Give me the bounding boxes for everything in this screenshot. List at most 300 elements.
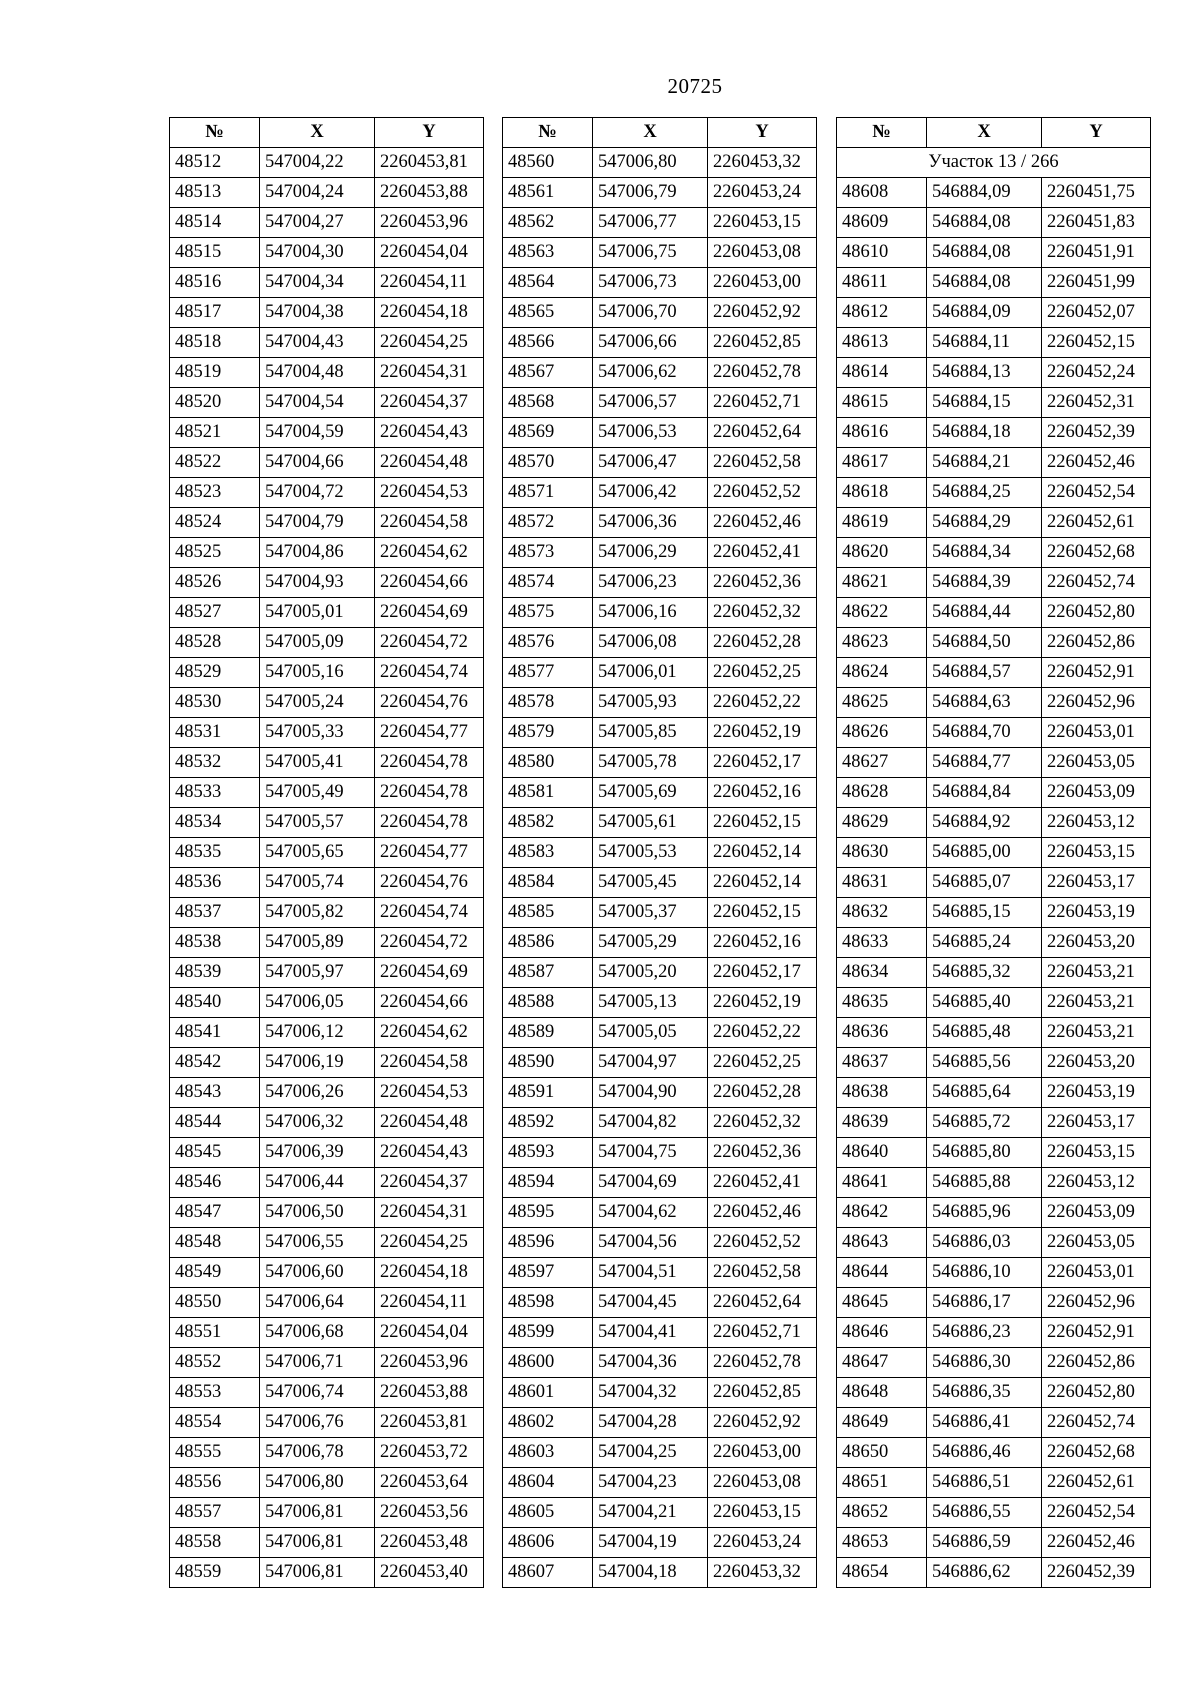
point-number-cell: 48572 bbox=[503, 508, 593, 538]
point-number-cell: 48542 bbox=[170, 1048, 260, 1078]
table-row bbox=[837, 298, 1151, 328]
y-coordinate-cell: 2260454,53 bbox=[375, 1078, 484, 1108]
x-coordinate-cell: 547006,39 bbox=[260, 1138, 375, 1168]
point-number-cell: 48641 bbox=[837, 1168, 927, 1198]
y-coordinate-cell: 2260452,36 bbox=[708, 568, 817, 598]
point-number-cell: 48633 bbox=[837, 928, 927, 958]
table-row bbox=[837, 1468, 1151, 1498]
table-row bbox=[503, 1468, 817, 1498]
point-number-cell: 48596 bbox=[503, 1228, 593, 1258]
table-row bbox=[503, 1138, 817, 1168]
x-coordinate-cell: 546885,40 bbox=[927, 988, 1042, 1018]
point-number-cell: 48574 bbox=[503, 568, 593, 598]
x-coordinate-cell: 547006,77 bbox=[593, 208, 708, 238]
table-row bbox=[170, 238, 484, 268]
point-number-cell: 48645 bbox=[837, 1288, 927, 1318]
y-coordinate-cell: 2260452,24 bbox=[1042, 358, 1151, 388]
y-coordinate-cell: 2260453,81 bbox=[375, 148, 484, 178]
y-coordinate-cell: 2260454,66 bbox=[375, 568, 484, 598]
table-row bbox=[503, 358, 817, 388]
point-number-cell: 48579 bbox=[503, 718, 593, 748]
x-coordinate-cell: 547004,66 bbox=[260, 448, 375, 478]
x-coordinate-cell: 547006,50 bbox=[260, 1198, 375, 1228]
y-coordinate-cell: 2260453,48 bbox=[375, 1528, 484, 1558]
point-number-cell: 48516 bbox=[170, 268, 260, 298]
x-coordinate-cell: 546884,34 bbox=[927, 538, 1042, 568]
y-coordinate-cell: 2260451,99 bbox=[1042, 268, 1151, 298]
y-coordinate-cell: 2260454,48 bbox=[375, 448, 484, 478]
x-coordinate-cell: 546884,92 bbox=[927, 808, 1042, 838]
table-row bbox=[503, 1048, 817, 1078]
table-row bbox=[503, 1348, 817, 1378]
y-coordinate-cell: 2260454,18 bbox=[375, 298, 484, 328]
table-row bbox=[170, 958, 484, 988]
x-coordinate-cell: 547005,53 bbox=[593, 838, 708, 868]
x-coordinate-cell: 547006,81 bbox=[260, 1528, 375, 1558]
x-coordinate-cell: 547004,51 bbox=[593, 1258, 708, 1288]
x-coordinate-cell: 547005,37 bbox=[593, 898, 708, 928]
x-coordinate-cell: 546885,15 bbox=[927, 898, 1042, 928]
point-number-cell: 48649 bbox=[837, 1408, 927, 1438]
y-coordinate-cell: 2260452,36 bbox=[708, 1138, 817, 1168]
coordinate-table-1 bbox=[169, 117, 484, 1588]
table-row bbox=[837, 1498, 1151, 1528]
header-row bbox=[837, 118, 1151, 148]
x-coordinate-cell: 547004,45 bbox=[593, 1288, 708, 1318]
x-coordinate-cell: 547004,48 bbox=[260, 358, 375, 388]
point-number-cell: 48520 bbox=[170, 388, 260, 418]
table-row bbox=[837, 1078, 1151, 1108]
point-number-cell: 48567 bbox=[503, 358, 593, 388]
x-coordinate-cell: 547006,75 bbox=[593, 238, 708, 268]
x-coordinate-cell: 547004,28 bbox=[593, 1408, 708, 1438]
y-coordinate-cell: 2260454,31 bbox=[375, 358, 484, 388]
point-number-cell: 48624 bbox=[837, 658, 927, 688]
point-number-cell: 48559 bbox=[170, 1558, 260, 1588]
table-row bbox=[170, 1168, 484, 1198]
y-coordinate-cell: 2260452,61 bbox=[1042, 1468, 1151, 1498]
table-row bbox=[170, 1198, 484, 1228]
point-number-cell: 48549 bbox=[170, 1258, 260, 1288]
y-coordinate-cell: 2260452,32 bbox=[708, 1108, 817, 1138]
x-coordinate-cell: 547006,71 bbox=[260, 1348, 375, 1378]
point-number-cell: 48602 bbox=[503, 1408, 593, 1438]
x-coordinate-cell: 547004,19 bbox=[593, 1528, 708, 1558]
x-coordinate-cell: 546886,55 bbox=[927, 1498, 1042, 1528]
x-coordinate-cell: 546884,21 bbox=[927, 448, 1042, 478]
x-coordinate-cell: 547004,43 bbox=[260, 328, 375, 358]
y-coordinate-cell: 2260452,25 bbox=[708, 1048, 817, 1078]
table-row bbox=[170, 778, 484, 808]
point-number-cell: 48608 bbox=[837, 178, 927, 208]
point-number-cell: 48534 bbox=[170, 808, 260, 838]
table-row bbox=[170, 1408, 484, 1438]
column-header-y-coordinate: Y bbox=[708, 118, 817, 148]
point-number-cell: 48568 bbox=[503, 388, 593, 418]
x-coordinate-cell: 546885,48 bbox=[927, 1018, 1042, 1048]
table-row bbox=[170, 1258, 484, 1288]
table-row bbox=[837, 868, 1151, 898]
y-coordinate-cell: 2260453,15 bbox=[708, 1498, 817, 1528]
table-row bbox=[837, 658, 1151, 688]
x-coordinate-cell: 546885,32 bbox=[927, 958, 1042, 988]
table-row bbox=[503, 1378, 817, 1408]
y-coordinate-cell: 2260452,52 bbox=[708, 1228, 817, 1258]
point-number-cell: 48639 bbox=[837, 1108, 927, 1138]
point-number-cell: 48564 bbox=[503, 268, 593, 298]
table-row bbox=[837, 238, 1151, 268]
y-coordinate-cell: 2260454,72 bbox=[375, 928, 484, 958]
header-row bbox=[170, 118, 484, 148]
point-number-cell: 48575 bbox=[503, 598, 593, 628]
x-coordinate-cell: 547006,57 bbox=[593, 388, 708, 418]
y-coordinate-cell: 2260452,54 bbox=[1042, 478, 1151, 508]
point-number-cell: 48544 bbox=[170, 1108, 260, 1138]
x-coordinate-cell: 547004,22 bbox=[260, 148, 375, 178]
x-coordinate-cell: 547005,01 bbox=[260, 598, 375, 628]
table-row bbox=[170, 328, 484, 358]
y-coordinate-cell: 2260452,17 bbox=[708, 748, 817, 778]
point-number-cell: 48552 bbox=[170, 1348, 260, 1378]
y-coordinate-cell: 2260454,43 bbox=[375, 1138, 484, 1168]
y-coordinate-cell: 2260453,81 bbox=[375, 1408, 484, 1438]
x-coordinate-cell: 547004,93 bbox=[260, 568, 375, 598]
table-row bbox=[837, 1258, 1151, 1288]
x-coordinate-cell: 547006,81 bbox=[260, 1558, 375, 1588]
point-number-cell: 48569 bbox=[503, 418, 593, 448]
table-row bbox=[170, 1348, 484, 1378]
table-row bbox=[170, 658, 484, 688]
y-coordinate-cell: 2260453,64 bbox=[375, 1468, 484, 1498]
point-number-cell: 48589 bbox=[503, 1018, 593, 1048]
y-coordinate-cell: 2260454,11 bbox=[375, 1288, 484, 1318]
x-coordinate-cell: 547005,49 bbox=[260, 778, 375, 808]
table-row bbox=[170, 1018, 484, 1048]
table-row bbox=[837, 388, 1151, 418]
y-coordinate-cell: 2260452,71 bbox=[708, 388, 817, 418]
x-coordinate-cell: 547006,64 bbox=[260, 1288, 375, 1318]
table-row bbox=[170, 1498, 484, 1528]
point-number-cell: 48546 bbox=[170, 1168, 260, 1198]
x-coordinate-cell: 547006,26 bbox=[260, 1078, 375, 1108]
x-coordinate-cell: 547005,69 bbox=[593, 778, 708, 808]
y-coordinate-cell: 2260453,88 bbox=[375, 1378, 484, 1408]
x-coordinate-cell: 547004,34 bbox=[260, 268, 375, 298]
x-coordinate-cell: 546884,44 bbox=[927, 598, 1042, 628]
point-number-cell: 48591 bbox=[503, 1078, 593, 1108]
coordinate-table-3 bbox=[836, 117, 1151, 1588]
table-row bbox=[503, 988, 817, 1018]
x-coordinate-cell: 547006,79 bbox=[593, 178, 708, 208]
y-coordinate-cell: 2260452,46 bbox=[708, 508, 817, 538]
y-coordinate-cell: 2260452,46 bbox=[708, 1198, 817, 1228]
point-number-cell: 48587 bbox=[503, 958, 593, 988]
x-coordinate-cell: 547005,74 bbox=[260, 868, 375, 898]
x-coordinate-cell: 547006,16 bbox=[593, 598, 708, 628]
x-coordinate-cell: 547004,62 bbox=[593, 1198, 708, 1228]
x-coordinate-cell: 546885,88 bbox=[927, 1168, 1042, 1198]
y-coordinate-cell: 2260452,14 bbox=[708, 868, 817, 898]
table-row bbox=[503, 1288, 817, 1318]
y-coordinate-cell: 2260452,61 bbox=[1042, 508, 1151, 538]
y-coordinate-cell: 2260453,24 bbox=[708, 178, 817, 208]
table-row bbox=[837, 358, 1151, 388]
table-row bbox=[837, 778, 1151, 808]
table-row bbox=[837, 718, 1151, 748]
column-header-y-coordinate: Y bbox=[1042, 118, 1151, 148]
y-coordinate-cell: 2260452,58 bbox=[708, 1258, 817, 1288]
x-coordinate-cell: 546886,17 bbox=[927, 1288, 1042, 1318]
x-coordinate-cell: 547006,78 bbox=[260, 1438, 375, 1468]
y-coordinate-cell: 2260454,72 bbox=[375, 628, 484, 658]
y-coordinate-cell: 2260452,78 bbox=[708, 1348, 817, 1378]
point-number-cell: 48603 bbox=[503, 1438, 593, 1468]
x-coordinate-cell: 547004,30 bbox=[260, 238, 375, 268]
x-coordinate-cell: 546885,00 bbox=[927, 838, 1042, 868]
x-coordinate-cell: 547004,97 bbox=[593, 1048, 708, 1078]
y-coordinate-cell: 2260452,39 bbox=[1042, 1558, 1151, 1588]
x-coordinate-cell: 547006,08 bbox=[593, 628, 708, 658]
table-row bbox=[170, 478, 484, 508]
x-coordinate-cell: 547004,54 bbox=[260, 388, 375, 418]
x-coordinate-cell: 547005,41 bbox=[260, 748, 375, 778]
x-coordinate-cell: 547006,29 bbox=[593, 538, 708, 568]
x-coordinate-cell: 546884,57 bbox=[927, 658, 1042, 688]
y-coordinate-cell: 2260454,37 bbox=[375, 388, 484, 418]
table-row bbox=[170, 1558, 484, 1588]
x-coordinate-cell: 546884,25 bbox=[927, 478, 1042, 508]
y-coordinate-cell: 2260452,91 bbox=[1042, 658, 1151, 688]
y-coordinate-cell: 2260453,12 bbox=[1042, 808, 1151, 838]
point-number-cell: 48538 bbox=[170, 928, 260, 958]
table-row bbox=[170, 1438, 484, 1468]
table-row bbox=[503, 1498, 817, 1528]
x-coordinate-cell: 547006,68 bbox=[260, 1318, 375, 1348]
y-coordinate-cell: 2260452,80 bbox=[1042, 1378, 1151, 1408]
point-number-cell: 48539 bbox=[170, 958, 260, 988]
x-coordinate-cell: 547006,74 bbox=[260, 1378, 375, 1408]
point-number-cell: 48545 bbox=[170, 1138, 260, 1168]
point-number-cell: 48643 bbox=[837, 1228, 927, 1258]
y-coordinate-cell: 2260454,78 bbox=[375, 808, 484, 838]
table-row bbox=[837, 448, 1151, 478]
point-number-cell: 48580 bbox=[503, 748, 593, 778]
point-number-cell: 48594 bbox=[503, 1168, 593, 1198]
y-coordinate-cell: 2260454,77 bbox=[375, 838, 484, 868]
x-coordinate-cell: 547006,60 bbox=[260, 1258, 375, 1288]
table-row bbox=[170, 1378, 484, 1408]
table-row bbox=[837, 1528, 1151, 1558]
point-number-cell: 48617 bbox=[837, 448, 927, 478]
y-coordinate-cell: 2260452,14 bbox=[708, 838, 817, 868]
table-row bbox=[170, 1228, 484, 1258]
point-number-cell: 48592 bbox=[503, 1108, 593, 1138]
table-row bbox=[503, 148, 817, 178]
y-coordinate-cell: 2260454,66 bbox=[375, 988, 484, 1018]
point-number-cell: 48551 bbox=[170, 1318, 260, 1348]
point-number-cell: 48561 bbox=[503, 178, 593, 208]
table-row bbox=[503, 868, 817, 898]
y-coordinate-cell: 2260453,96 bbox=[375, 208, 484, 238]
x-coordinate-cell: 547006,47 bbox=[593, 448, 708, 478]
table-row bbox=[837, 1108, 1151, 1138]
point-number-cell: 48519 bbox=[170, 358, 260, 388]
table-row bbox=[170, 388, 484, 418]
table-row bbox=[837, 838, 1151, 868]
x-coordinate-cell: 547006,81 bbox=[260, 1498, 375, 1528]
y-coordinate-cell: 2260453,15 bbox=[708, 208, 817, 238]
point-number-cell: 48621 bbox=[837, 568, 927, 598]
x-coordinate-cell: 546886,30 bbox=[927, 1348, 1042, 1378]
table-row bbox=[837, 178, 1151, 208]
x-coordinate-cell: 546885,96 bbox=[927, 1198, 1042, 1228]
y-coordinate-cell: 2260452,41 bbox=[708, 538, 817, 568]
x-coordinate-cell: 546884,08 bbox=[927, 268, 1042, 298]
table-row bbox=[170, 1048, 484, 1078]
y-coordinate-cell: 2260454,53 bbox=[375, 478, 484, 508]
y-coordinate-cell: 2260452,96 bbox=[1042, 688, 1151, 718]
point-number-cell: 48595 bbox=[503, 1198, 593, 1228]
x-coordinate-cell: 546886,41 bbox=[927, 1408, 1042, 1438]
point-number-cell: 48541 bbox=[170, 1018, 260, 1048]
x-coordinate-cell: 547006,19 bbox=[260, 1048, 375, 1078]
table-row bbox=[170, 1318, 484, 1348]
y-coordinate-cell: 2260454,76 bbox=[375, 688, 484, 718]
x-coordinate-cell: 547004,41 bbox=[593, 1318, 708, 1348]
y-coordinate-cell: 2260452,80 bbox=[1042, 598, 1151, 628]
y-coordinate-cell: 2260453,00 bbox=[708, 1438, 817, 1468]
y-coordinate-cell: 2260453,32 bbox=[708, 1558, 817, 1588]
x-coordinate-cell: 547005,78 bbox=[593, 748, 708, 778]
table-row bbox=[503, 1198, 817, 1228]
y-coordinate-cell: 2260453,20 bbox=[1042, 1048, 1151, 1078]
y-coordinate-cell: 2260452,71 bbox=[708, 1318, 817, 1348]
table-row bbox=[170, 838, 484, 868]
y-coordinate-cell: 2260451,83 bbox=[1042, 208, 1151, 238]
x-coordinate-cell: 546885,64 bbox=[927, 1078, 1042, 1108]
table-row bbox=[170, 808, 484, 838]
y-coordinate-cell: 2260452,74 bbox=[1042, 1408, 1151, 1438]
table-row bbox=[503, 1108, 817, 1138]
header-row bbox=[503, 118, 817, 148]
y-coordinate-cell: 2260453,05 bbox=[1042, 1228, 1151, 1258]
table-row bbox=[837, 1048, 1151, 1078]
point-number-cell: 48637 bbox=[837, 1048, 927, 1078]
point-number-cell: 48588 bbox=[503, 988, 593, 1018]
table-row bbox=[837, 628, 1151, 658]
column-header-x-coordinate: X bbox=[260, 118, 375, 148]
point-number-cell: 48607 bbox=[503, 1558, 593, 1588]
y-coordinate-cell: 2260453,12 bbox=[1042, 1168, 1151, 1198]
x-coordinate-cell: 547006,05 bbox=[260, 988, 375, 1018]
page-number: 20725 bbox=[667, 74, 723, 98]
table-row bbox=[837, 508, 1151, 538]
table-row bbox=[503, 1318, 817, 1348]
x-coordinate-cell: 547005,05 bbox=[593, 1018, 708, 1048]
point-number-cell: 48556 bbox=[170, 1468, 260, 1498]
table-row bbox=[503, 1168, 817, 1198]
point-number-cell: 48550 bbox=[170, 1288, 260, 1318]
x-coordinate-cell: 546885,72 bbox=[927, 1108, 1042, 1138]
point-number-cell: 48537 bbox=[170, 898, 260, 928]
y-coordinate-cell: 2260453,01 bbox=[1042, 1258, 1151, 1288]
x-coordinate-cell: 546884,08 bbox=[927, 238, 1042, 268]
y-coordinate-cell: 2260452,91 bbox=[1042, 1318, 1151, 1348]
point-number-cell: 48611 bbox=[837, 268, 927, 298]
table-row bbox=[170, 448, 484, 478]
table-row bbox=[837, 1288, 1151, 1318]
point-number-cell: 48527 bbox=[170, 598, 260, 628]
table-row bbox=[170, 178, 484, 208]
point-number-cell: 48653 bbox=[837, 1528, 927, 1558]
y-coordinate-cell: 2260453,72 bbox=[375, 1438, 484, 1468]
table-row bbox=[503, 1438, 817, 1468]
table-row bbox=[837, 1198, 1151, 1228]
x-coordinate-cell: 547006,55 bbox=[260, 1228, 375, 1258]
point-number-cell: 48581 bbox=[503, 778, 593, 808]
point-number-cell: 48631 bbox=[837, 868, 927, 898]
y-coordinate-cell: 2260452,22 bbox=[708, 688, 817, 718]
point-number-cell: 48536 bbox=[170, 868, 260, 898]
point-number-cell: 48543 bbox=[170, 1078, 260, 1108]
table-row bbox=[837, 1408, 1151, 1438]
point-number-cell: 48570 bbox=[503, 448, 593, 478]
point-number-cell: 48604 bbox=[503, 1468, 593, 1498]
x-coordinate-cell: 547005,13 bbox=[593, 988, 708, 1018]
point-number-cell: 48554 bbox=[170, 1408, 260, 1438]
table-row bbox=[170, 988, 484, 1018]
point-number-cell: 48525 bbox=[170, 538, 260, 568]
table-row bbox=[503, 688, 817, 718]
y-coordinate-cell: 2260452,52 bbox=[708, 478, 817, 508]
point-number-cell: 48560 bbox=[503, 148, 593, 178]
point-number-cell: 48566 bbox=[503, 328, 593, 358]
point-number-cell: 48535 bbox=[170, 838, 260, 868]
y-coordinate-cell: 2260454,76 bbox=[375, 868, 484, 898]
table-row bbox=[503, 208, 817, 238]
x-coordinate-cell: 547006,12 bbox=[260, 1018, 375, 1048]
table-row bbox=[503, 808, 817, 838]
y-coordinate-cell: 2260454,37 bbox=[375, 1168, 484, 1198]
y-coordinate-cell: 2260452,32 bbox=[708, 598, 817, 628]
x-coordinate-cell: 547004,56 bbox=[593, 1228, 708, 1258]
table-row bbox=[837, 1228, 1151, 1258]
table-row bbox=[503, 568, 817, 598]
table-row bbox=[170, 598, 484, 628]
x-coordinate-cell: 547006,44 bbox=[260, 1168, 375, 1198]
point-number-cell: 48582 bbox=[503, 808, 593, 838]
table-row bbox=[170, 1528, 484, 1558]
point-number-cell: 48625 bbox=[837, 688, 927, 718]
x-coordinate-cell: 546884,08 bbox=[927, 208, 1042, 238]
point-number-cell: 48638 bbox=[837, 1078, 927, 1108]
point-number-cell: 48623 bbox=[837, 628, 927, 658]
table-row bbox=[837, 268, 1151, 298]
y-coordinate-cell: 2260454,78 bbox=[375, 778, 484, 808]
y-coordinate-cell: 2260452,25 bbox=[708, 658, 817, 688]
y-coordinate-cell: 2260454,18 bbox=[375, 1258, 484, 1288]
y-coordinate-cell: 2260453,05 bbox=[1042, 748, 1151, 778]
point-number-cell: 48555 bbox=[170, 1438, 260, 1468]
y-coordinate-cell: 2260453,96 bbox=[375, 1348, 484, 1378]
table-row bbox=[837, 1138, 1151, 1168]
point-number-cell: 48605 bbox=[503, 1498, 593, 1528]
x-coordinate-cell: 546884,63 bbox=[927, 688, 1042, 718]
y-coordinate-cell: 2260452,74 bbox=[1042, 568, 1151, 598]
y-coordinate-cell: 2260454,58 bbox=[375, 1048, 484, 1078]
table-row bbox=[170, 358, 484, 388]
y-coordinate-cell: 2260454,43 bbox=[375, 418, 484, 448]
